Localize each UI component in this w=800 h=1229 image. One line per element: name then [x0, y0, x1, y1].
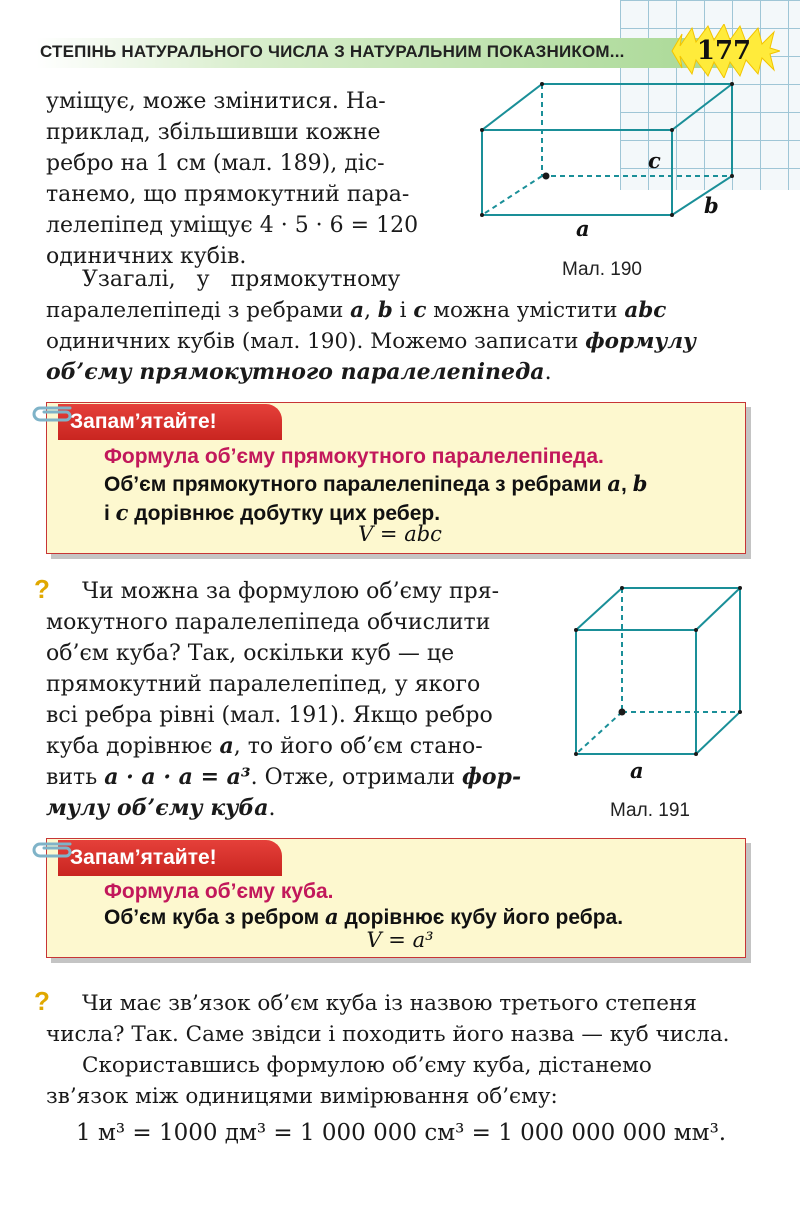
text-span: , [621, 473, 633, 496]
var-b: b [632, 471, 648, 496]
text-span: і [392, 298, 414, 323]
label-b: b [704, 193, 719, 218]
text-line [46, 295, 756, 326]
emphasis: об’єму прямокутного паралелепіпеда [46, 359, 545, 385]
text-span: і [104, 502, 116, 525]
text-span: . Отже, отримали [250, 765, 463, 790]
text-line [46, 793, 546, 824]
rule-title: Формула об’єму прямокутного паралелепіпеда. [104, 445, 604, 468]
paperclip-icon [30, 834, 74, 864]
var-a: a [607, 471, 622, 496]
var-b: b [377, 298, 393, 323]
general-paragraph [46, 264, 756, 388]
text-line: об’єм куба? Так, оскільки куб — це [46, 641, 455, 666]
units-conversion: 1 м³ = 1000 дм³ = 1 000 000 см³ = 1 000 000 000 мм³. [76, 1120, 727, 1146]
text-line: Узагалі, у прямокутному [82, 267, 401, 292]
text-line: Чи можна за формулою об’єму пря- [82, 579, 500, 604]
text-line: танемо, що прямокутний пара- [46, 182, 410, 207]
closing-paragraph [46, 1050, 756, 1112]
emphasis: формулу [585, 329, 696, 354]
figure-190-parallelepiped [470, 72, 760, 242]
text-span: Об’єм прямокутного паралелепіпеда з ребрами [104, 473, 608, 496]
question-paragraph-cube [46, 576, 546, 824]
text-span: можна умістити [426, 298, 625, 323]
var-c: c [413, 298, 427, 323]
label-c: c [648, 148, 661, 173]
figure-191-caption: Мал. 191 [610, 800, 690, 821]
text-line: Чи має зв’язок об’єм куба із назвою третього степеня [82, 991, 697, 1016]
text-span: куба дорівнює [46, 734, 220, 759]
formula-parallelepiped: V = abc [358, 522, 442, 546]
label-a: a [630, 758, 644, 783]
text-line: одиничних кубів. [46, 244, 247, 269]
rule-title: Формула об’єму куба. [104, 880, 334, 903]
remember-tab: Запам’ятайте! [58, 840, 282, 876]
text-line: лелепіпед уміщує 4 · 5 · 6 = 120 [46, 213, 419, 238]
figure-190-caption: Мал. 190 [562, 259, 642, 280]
text-line [46, 357, 756, 388]
text-line: мокутного паралелепіпеда обчислити [46, 610, 491, 635]
text-line: зв’язок між одиницями вимірювання об’єму: [46, 1084, 558, 1109]
text-line: уміщує, може змінитися. На- [46, 89, 386, 114]
text-line [46, 731, 546, 762]
text-line: ребро на 1 см (мал. 189), діс- [46, 151, 385, 176]
cube-expression: a · a · a = a³ [104, 764, 251, 790]
rule-text [104, 470, 734, 528]
text-line: Скориставшись формулою об’єму куба, дістанемо [82, 1053, 652, 1078]
text-span: . [544, 360, 552, 385]
question-paragraph-cube-name [46, 988, 756, 1050]
text-span: Об’єм куба з ребром [104, 906, 326, 929]
formula-cube: V = a³ [366, 928, 434, 952]
question-icon: ? [34, 574, 50, 604]
page-number: 177 [696, 36, 752, 66]
emphasis: мулу об’єму куба [46, 795, 269, 821]
text-line: всі ребра рівні (мал. 191). Якщо ребро [46, 703, 493, 728]
emphasis: фор- [462, 764, 522, 790]
intro-paragraph [46, 86, 444, 272]
text-span: . [268, 796, 276, 821]
question-icon: ? [34, 986, 50, 1016]
paperclip-icon [30, 398, 74, 428]
text-span: дорівнює кубу його ребра. [338, 906, 624, 929]
text-line: числа? Так. Саме звідси і походить його назва — куб числа. [46, 1022, 730, 1047]
text-span: , [364, 298, 378, 323]
var-a: a [325, 904, 339, 929]
text-span: одиничних кубів (мал. 190). Можемо записати [46, 329, 586, 354]
text-span: вить [46, 765, 105, 790]
text-span: паралелепіпеді з ребрами [46, 298, 351, 323]
var-a: a [350, 298, 365, 323]
remember-tab: Запам’ятайте! [58, 404, 282, 440]
var-abc: abc [624, 298, 667, 323]
var-c: c [115, 500, 129, 525]
running-header: СТЕПІНЬ НАТУРАЛЬНОГО ЧИСЛА З НАТУРАЛЬНИМ ПОКАЗНИКОМ... [40, 42, 625, 61]
figure-191-cube [566, 578, 746, 788]
text-span: , то його об’єм стано- [233, 734, 483, 759]
label-a: a [576, 216, 590, 241]
text-line [46, 762, 546, 793]
text-line: приклад, збільшивши кожне [46, 120, 381, 145]
var-a: a [219, 733, 234, 759]
text-line: прямокутний паралелепіпед, у якого [46, 672, 481, 697]
text-line [46, 326, 756, 357]
text-span: дорівнює добутку цих ребер. [128, 502, 441, 525]
